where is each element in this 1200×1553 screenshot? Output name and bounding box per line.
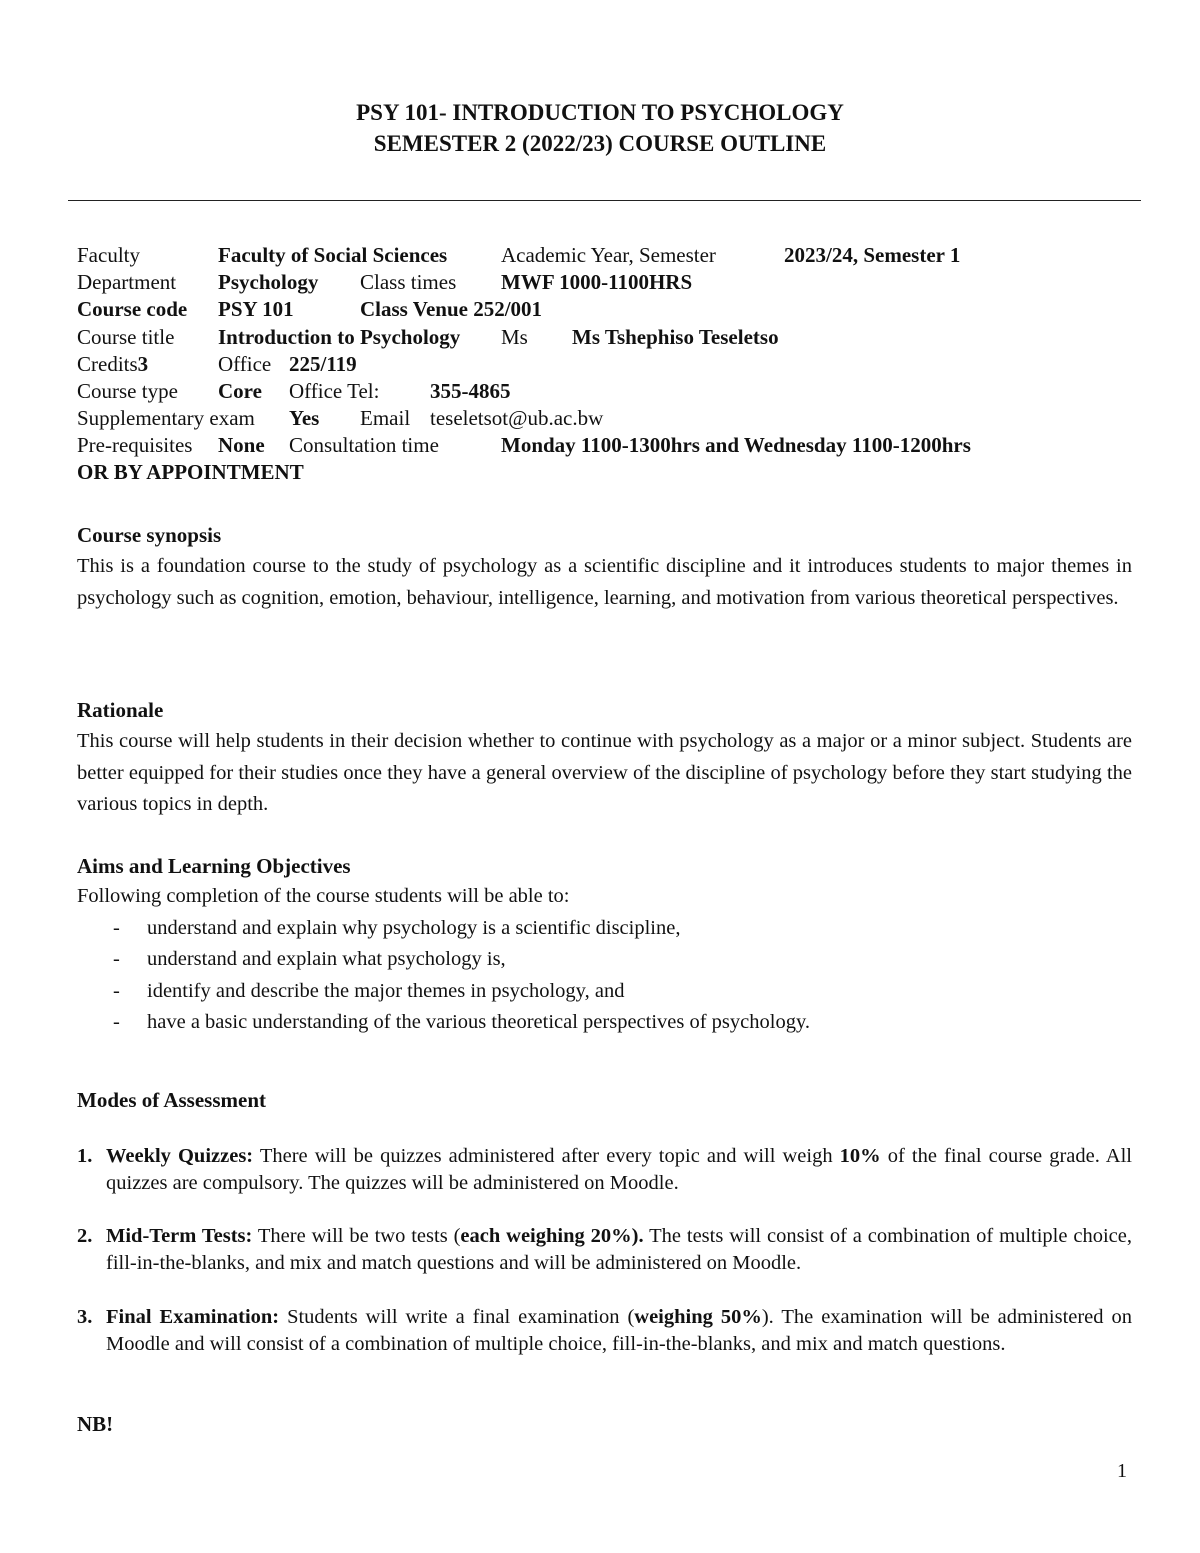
course-code-label: Course code [77,297,188,321]
bullet-dash: - [113,916,120,939]
course-code-value: PSY 101 [218,297,294,321]
synopsis-text: This is a foundation course to the study of psychology as a scientific discipline and it introduces students to major themes in psychology such as cognition, emotion, behaviour, intelligence, learning, and motivation from various theoretical perspectives. [77,555,1132,609]
course-type-value: Core [218,379,262,403]
lecturer-label: Ms [501,325,528,349]
course-title-label: Course title [77,325,175,349]
synopsis-heading: Course synopsis [77,523,222,547]
item-text [106,1304,1132,1358]
credits-value: 3 [137,352,149,376]
office-label: Office [218,352,272,376]
item-number: 1. [77,1145,93,1167]
page-number: 1 [1117,1460,1127,1482]
aims-list [77,881,1132,1039]
nb-note: NB! [77,1412,114,1436]
office-tel-label: Office Tel: [289,379,380,403]
aims-heading: Aims and Learning Objectives [77,854,351,878]
faculty-label: Faculty [77,243,140,267]
assessment-item-quizzes [77,1143,1132,1197]
item-text [106,1223,1132,1277]
header-divider [68,200,1141,201]
prereq-label: Pre-requisites [77,433,193,457]
appointment-note: OR BY APPOINTMENT [77,460,304,484]
credits-label: Credits [77,352,138,376]
assessment-item-final [77,1304,1132,1358]
course-type-label: Course type [77,379,178,403]
item-label: Weekly Quizzes: [106,1145,254,1167]
course-title-value: Introduction to Psychology [218,325,461,349]
item-text-b: ). The examination will be administered on Moodle and will consist of a combination of multiple choice, fill-in-the-blanks, and mix and match questions. [106,1306,1132,1355]
supp-exam-value: Yes [289,406,320,430]
email-label: Email [360,406,411,430]
academic-year-value: 2023/24, Semester 1 [784,243,961,267]
faculty-value: Faculty of Social Sciences [218,243,448,267]
list-item [77,944,1132,976]
item-number: 2. [77,1225,93,1247]
document-title: PSY 101- INTRODUCTION TO PSYCHOLOGY [356,100,844,125]
list-item [77,976,1132,1008]
bullet-dash: - [113,979,120,1002]
item-text-b: The tests will consist of a combination of multiple choice, fill-in-the-blanks, and mix and match questions and will be administered on Moodle. [106,1225,1132,1274]
item-bold: 10% [839,1145,881,1167]
bullet-dash: - [113,948,120,970]
item-label: Mid-Term Tests: [106,1225,253,1247]
lecturer-value: Ms Tshephiso Teseletso [572,325,779,349]
email-value[interactable]: teseletsot@ub.ac.bw [430,406,604,430]
aim-item-text: identify and describe the major themes in psychology, and [147,979,625,1002]
document-subtitle: SEMESTER 2 (2022/23) COURSE OUTLINE [373,131,827,156]
aims-intro: Following completion of the course students will be able to: [77,885,570,907]
item-bold: each weighing 20%). [460,1225,644,1247]
office-tel-value: 355-4865 [430,379,511,403]
rationale-heading: Rationale [77,698,164,722]
department-label: Department [77,270,177,294]
aim-item-text: understand and explain what psychology is, [147,948,506,970]
item-label: Final Examination: [106,1306,280,1328]
supp-exam-label: Supplementary exam [77,406,255,430]
item-text-b: of the final course grade. All quizzes are compulsory. The quizzes will be administered on Moodle. [106,1145,1133,1194]
item-text-a: Students will write a final examination ( [279,1306,635,1328]
assessment-heading: Modes of Assessment [77,1088,266,1112]
academic-year-label: Academic Year, Semester [501,243,716,267]
rationale-text: This course will help students in their decision whether to continue with psychology as a major or a minor subject. Students are better equipped for their studies once they have a general overview of the discipline of psychology before they start studying the various topics in depth. [77,730,1132,815]
consultation-value: Monday 1100-1300hrs and Wednesday 1100-1200hrs [501,433,971,457]
class-times-label: Class times [360,270,457,294]
item-text-a: There will be quizzes administered after every topic and will weigh [253,1145,840,1167]
assessment-item-midterm [77,1223,1132,1277]
consultation-label: Consultation time [289,433,439,457]
office-value: 225/119 [289,352,357,376]
list-item [77,913,1132,945]
bullet-dash: - [113,1011,120,1033]
list-item [77,1007,1132,1039]
department-value: Psychology [218,270,319,294]
item-number: 3. [77,1306,93,1328]
class-times-value: MWF 1000-1100HRS [501,270,693,294]
item-bold: weighing 50% [634,1306,762,1328]
item-text-a: There will be two tests ( [252,1225,461,1247]
item-text [106,1143,1132,1197]
class-venue: Class Venue 252/001 [360,297,543,321]
credits-item [77,351,148,378]
aim-item-text: have a basic understanding of the various theoretical perspectives of psychology. [147,1011,810,1033]
prereq-value: None [218,433,265,457]
aim-item-text: understand and explain why psychology is a scientific discipline, [147,916,681,939]
